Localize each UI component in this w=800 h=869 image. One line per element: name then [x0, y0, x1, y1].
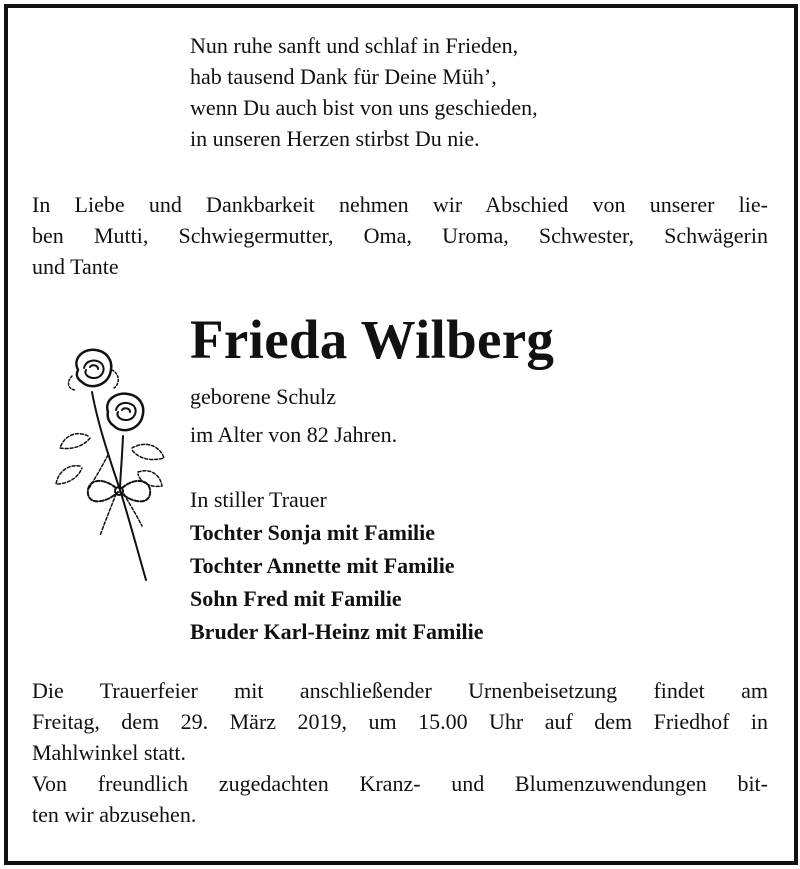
intro-line: ben Mutti, Schwiegermutter, Oma, Uroma, Schwester, Schwägerin [32, 223, 768, 248]
poem [190, 30, 538, 154]
maiden-name: geborene Schulz [190, 384, 336, 409]
poem-line: wenn Du auch bist von uns geschieden, [190, 95, 538, 120]
funeral-details [32, 675, 768, 830]
mourners-heading: In stiller Trauer [190, 487, 327, 512]
roses-icon [50, 340, 170, 590]
intro-paragraph [32, 189, 768, 282]
closing-line: Von freundlich zugedachten Kranz- und Blumenzuwendungen bit- [32, 771, 768, 796]
poem-line: Nun ruhe sanft und schlaf in Frieden, [190, 33, 519, 58]
intro-line: und Tante [32, 254, 119, 279]
closing-line: Mahlwinkel statt. [32, 740, 186, 765]
mourner-entry: Sohn Fred mit Familie [190, 586, 402, 611]
poem-line: hab tausend Dank für Deine Müh’, [190, 64, 497, 89]
mourner-entry: Bruder Karl-Heinz mit Familie [190, 619, 484, 644]
closing-line: ten wir abzusehen. [32, 802, 197, 827]
closing-line: Freitag, dem 29. März 2019, um 15.00 Uhr auf dem Friedhof in [32, 709, 768, 734]
mourner-entry: Tochter Sonja mit Familie [190, 520, 436, 545]
intro-line: In Liebe und Dankbarkeit nehmen wir Abschied von unserer lie- [32, 192, 768, 217]
deceased-name: Frieda Wilberg [190, 309, 555, 370]
closing-line: Die Trauerfeier mit anschließender Urnenbeisetzung findet am [32, 678, 768, 703]
poem-line: in unseren Herzen stirbst Du nie. [190, 126, 480, 151]
age-at-death: im Alter von 82 Jahren. [190, 422, 398, 447]
mourners-list [190, 483, 483, 648]
mourner-entry: Tochter Annette mit Familie [190, 553, 455, 578]
